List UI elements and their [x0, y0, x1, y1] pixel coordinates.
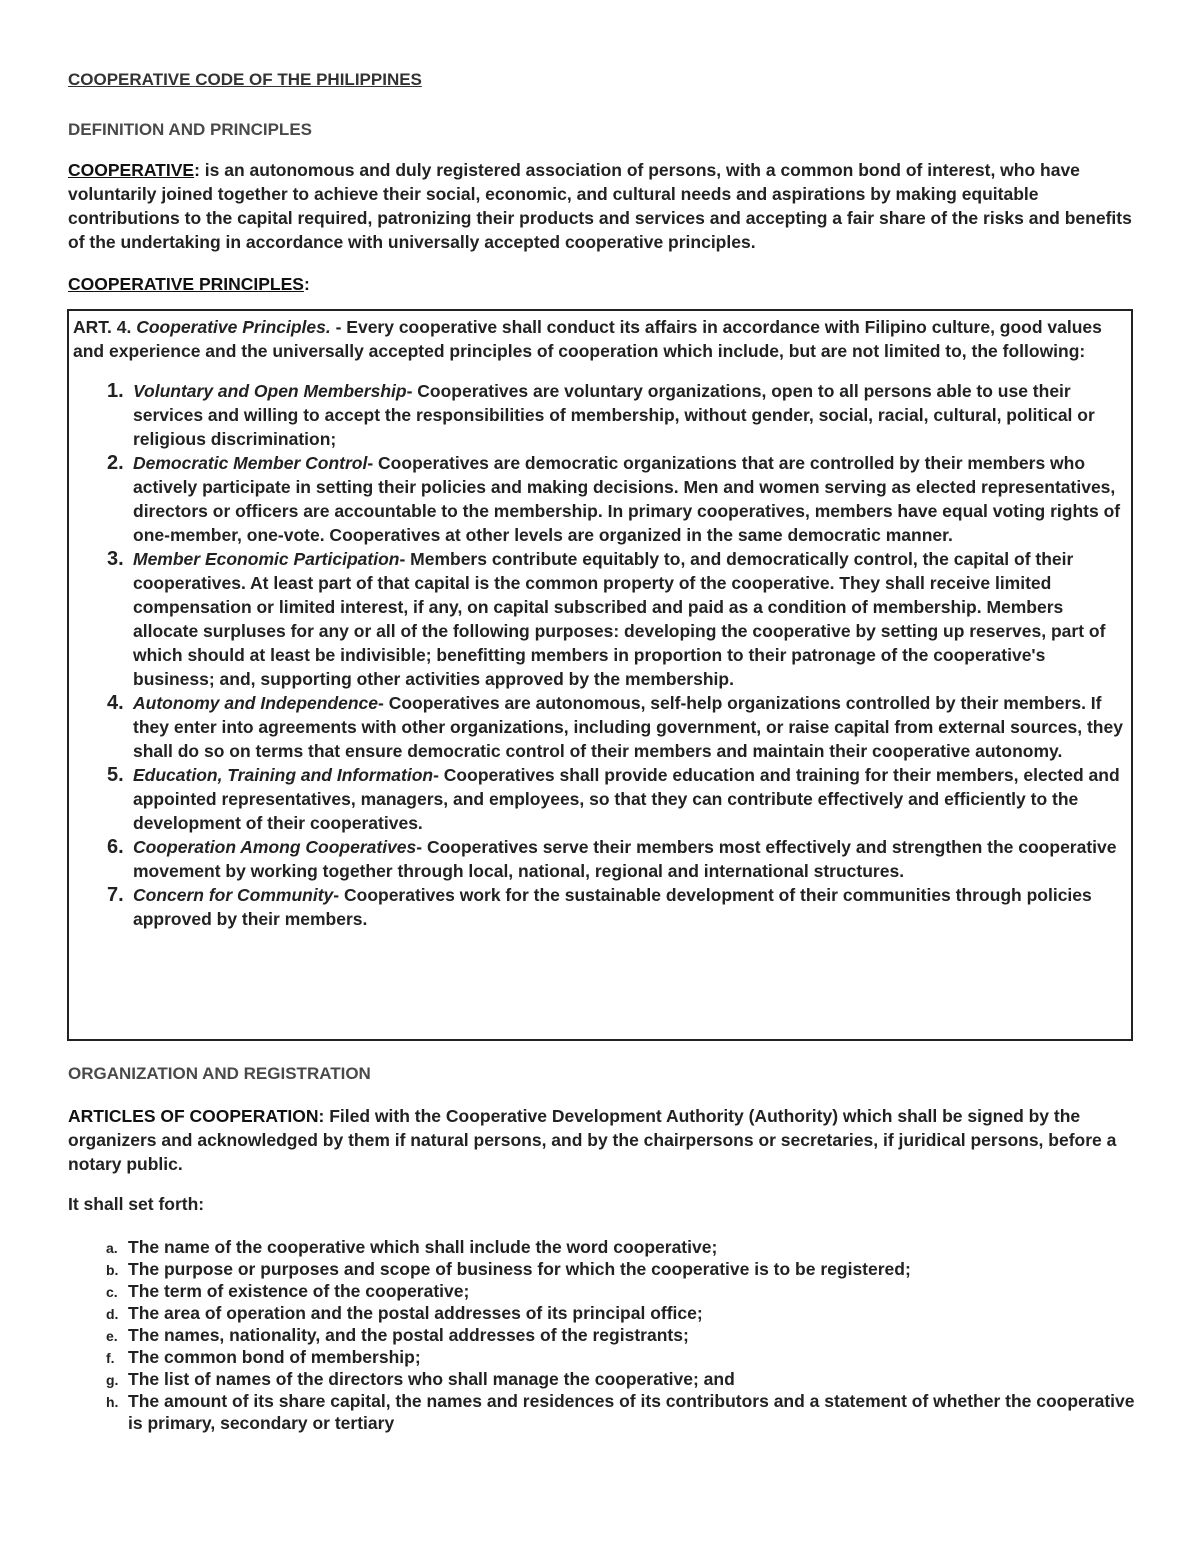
principle-text: - Cooperatives are democratic organizations that are controlled by their members who actively participate in setting their policies and making decisions. Men and women serving as elected representatives, directors or officers are accountable to the membership. In primary cooperatives, members have equal voting rights of one-member, one-vote. Cooperatives at other levels are organized in the same democratic manner.	[133, 453, 1121, 545]
article-4-prefix: ART. 4.	[73, 317, 137, 337]
principle-name: Member Economic Participation	[133, 549, 400, 569]
principle-name: Democratic Member Control	[133, 453, 368, 473]
principles-heading-colon: :	[303, 274, 310, 294]
list-item	[73, 547, 1129, 691]
set-forth-label: It shall set forth:	[68, 1194, 205, 1214]
articles-of-cooperation-term: ARTICLES OF COOPERATION:	[68, 1106, 325, 1126]
list-item-letter: h.	[106, 1394, 119, 1410]
list-item-text: The amount of its share capital, the names and residences of its contributors and a statement of whether the cooperative is primary, secondary or tertiary	[128, 1391, 1135, 1433]
list-item-text: The common bond of membership;	[128, 1347, 421, 1367]
list-item-number: 3.	[107, 548, 124, 570]
principle-text: - Members contribute equitably to, and democratically control, the capital of their cooperatives. At least part of that capital is the common property of the cooperative. They shall receive limited compensation or limited interest, if any, on capital subscribed and paid as a condition of membership. Members allocate surpluses for any or all of the following purposes: developing the cooperative by setting up reserves, part of which should at least be indivisible; benefitting members in proportion to their patronage of the cooperative's business; and, supporting other activities approved by the membership.	[133, 549, 1106, 689]
list-item-text: The area of operation and the postal addresses of its principal office;	[128, 1303, 703, 1323]
document-title: COOPERATIVE CODE OF THE PHILIPPINES	[68, 70, 422, 89]
cooperative-definition-text: is an autonomous and duly registered association of persons, with a common bond of interest, who have voluntarily joined together to achieve their social, economic, and cultural needs and aspirations by making equitable contributions to the capital required, patronizing their products and services and accepting a fair share of the risks and benefits of the undertaking in accordance with universally accepted cooperative principles.	[68, 160, 1132, 252]
principle-name: Concern for Community	[133, 885, 334, 905]
article-4-name: Cooperative Principles.	[136, 317, 331, 337]
list-item	[73, 691, 1129, 763]
list-item	[68, 1258, 1138, 1280]
list-item-letter: f.	[106, 1350, 115, 1366]
list-item-number: 7.	[107, 884, 124, 906]
list-item-text: The names, nationality, and the postal addresses of the registrants;	[128, 1325, 689, 1345]
principles-heading-text: COOPERATIVE PRINCIPLES	[68, 274, 304, 294]
section-heading-organization: ORGANIZATION AND REGISTRATION	[68, 1064, 371, 1083]
principle-text: - Cooperatives serve their members most effectively and strengthen the cooperative movement by working together through local, national, regional and international structures.	[133, 837, 1117, 881]
cooperative-term: COOPERATIVE	[68, 160, 195, 180]
articles-of-cooperation-text: Filed with the Cooperative Development Authority (Authority) which shall be signed by the organizers and acknowledged by them if natural persons, and by the chairpersons or secretaries, if juridical persons, before a notary public.	[68, 1106, 1117, 1174]
list-item-text: The list of names of the directors who shall manage the cooperative; and	[128, 1369, 735, 1389]
list-item	[68, 1324, 1138, 1346]
list-item-number: 1.	[107, 380, 124, 402]
list-item	[68, 1368, 1138, 1390]
section-heading-definition: DEFINITION AND PRINCIPLES	[68, 120, 312, 139]
list-item-number: 5.	[107, 764, 124, 786]
principle-text: - Cooperatives work for the sustainable development of their communities through policies approved by their members.	[133, 885, 1092, 929]
list-item	[73, 379, 1129, 451]
article-4-box	[67, 309, 1133, 1041]
list-item-letter: g.	[106, 1372, 119, 1388]
list-item-text: The purpose or purposes and scope of business for which the cooperative is to be registered;	[128, 1259, 911, 1279]
articles-of-cooperation-paragraph	[68, 1104, 1138, 1176]
list-item-number: 4.	[107, 692, 124, 714]
list-item	[73, 883, 1129, 931]
list-item-letter: b.	[106, 1262, 119, 1278]
principle-name: Cooperation Among Cooperatives	[133, 837, 417, 857]
list-item	[73, 835, 1129, 883]
articles-contents-list	[68, 1236, 1138, 1434]
list-item	[68, 1302, 1138, 1324]
list-item	[73, 451, 1129, 547]
list-item-letter: e.	[106, 1328, 118, 1344]
list-item-text: The term of existence of the cooperative;	[128, 1281, 470, 1301]
list-item	[68, 1390, 1138, 1434]
article-4-intro	[73, 315, 1129, 363]
list-item-number: 2.	[107, 452, 124, 474]
principle-text: - Cooperatives shall provide education and training for their members, elected and appointed representatives, managers, and employees, so that they can contribute effectively and efficiently to the development of their cooperatives.	[133, 765, 1120, 833]
list-item	[68, 1346, 1138, 1368]
list-item	[73, 763, 1129, 835]
principle-name: Autonomy and Independence	[133, 693, 379, 713]
list-item	[68, 1236, 1138, 1258]
principle-text: - Cooperatives are autonomous, self-help organizations controlled by their members. If they enter into agreements with other organizations, including government, or raise capital from external sources, they shall do so on terms that ensure democratic control of their members and maintain their cooperative autonomy.	[133, 693, 1123, 761]
cooperative-definition	[68, 158, 1138, 254]
principle-text: - Cooperatives are voluntary organizations, open to all persons able to use their services and willing to accept the responsibilities of membership, without gender, social, racial, cultural, political or religious discrimination;	[133, 381, 1095, 449]
principles-list	[73, 379, 1129, 931]
list-item-letter: d.	[106, 1306, 119, 1322]
cooperative-colon: :	[194, 160, 200, 180]
list-item-number: 6.	[107, 836, 124, 858]
list-item-text: The name of the cooperative which shall include the word cooperative;	[128, 1237, 718, 1257]
principles-heading	[68, 272, 1138, 296]
principle-name: Education, Training and Information	[133, 765, 434, 785]
list-item-letter: c.	[106, 1284, 118, 1300]
list-item	[68, 1280, 1138, 1302]
principle-name: Voluntary and Open Membership	[133, 381, 407, 401]
list-item-letter: a.	[106, 1240, 118, 1256]
article-4-intro-text: - Every cooperative shall conduct its affairs in accordance with Filipino culture, good values and experience and the universally accepted principles of cooperation which include, but are not limited to, the following:	[73, 317, 1102, 361]
